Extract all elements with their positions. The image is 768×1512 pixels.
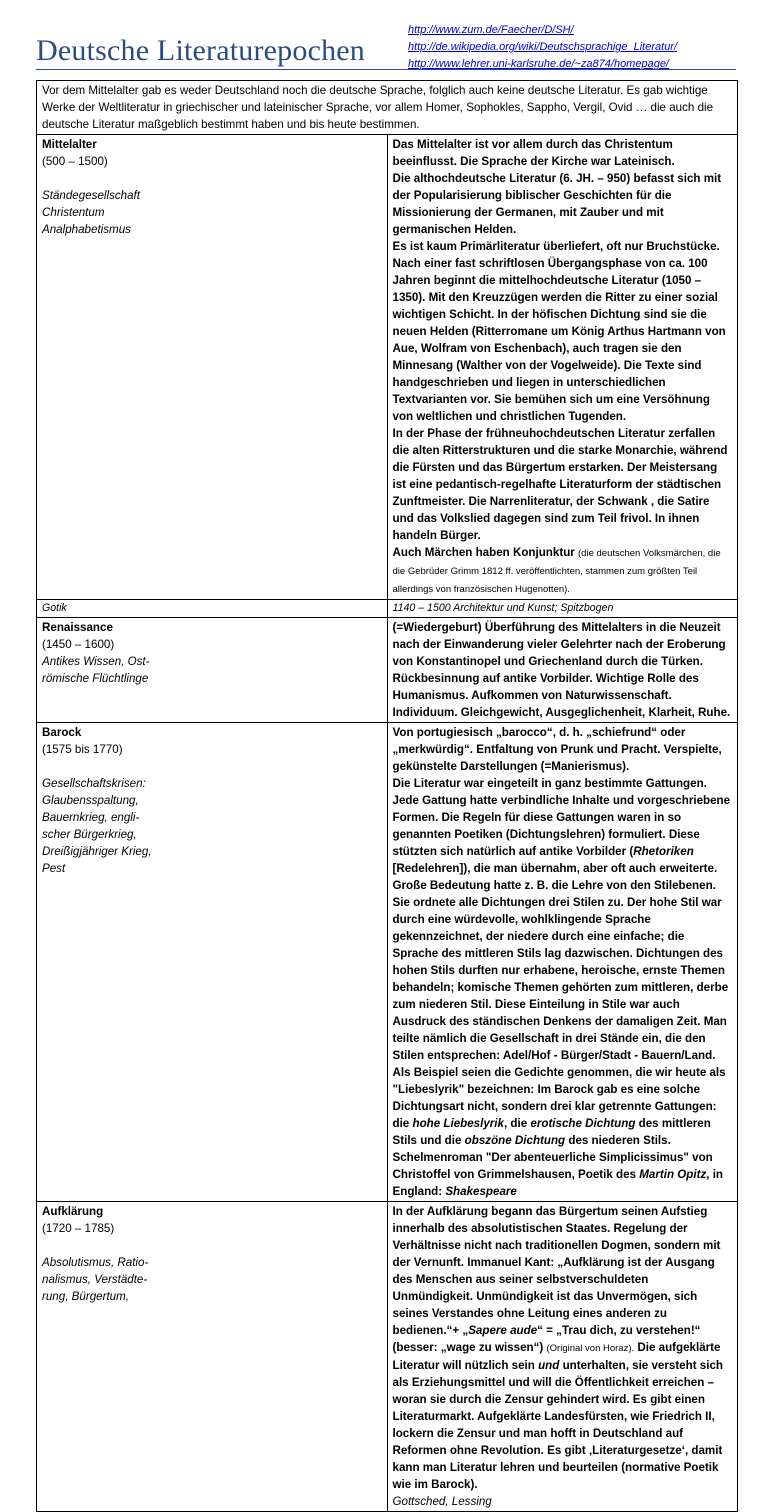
authors: Gottsched, Lessing [392,1495,492,1508]
epoch-label-cell [37,1202,388,1512]
epoch-name: Mittelalter [42,138,97,151]
intro-row [37,81,738,135]
paragraph-text: Die Literatur war eingeteilt in ganz bestimmte Gattungen. Jede Gattung hatte verbindliche Inhalte und vorgeschriebene Formen. Die Regeln für diese Gattungen waren in so genannten Poetiken (Dichtungslehren) formuliert. Diese stützten sich natürlich auf antike Vorbilder ( [392,777,731,858]
paragraph-text: In der Aufklärung begann das Bürgertum seinen Aufstieg innerhalb des absolutistischen Staates. Regelung der Verhältnisse nicht nach traditionellen Dogmen, sondern mit der Vernunft. Immanuel Kant: „Aufklärung ist der Ausgang des Menschen aus seiner selbstverschuldeten Unmündigkeit. Unmündigkeit ist das Unvermögen, sich seines Verstandes ohne Leitung eines anderen zu bedienen.“+ „ [392,1205,721,1337]
epoch-keyword: Ständegesellschaft [42,189,140,202]
epoch-label-cell [37,618,388,723]
paragraph: Von portugiesisch „barocco“, d. h. „schiefrund“ oder „merkwürdig“. Entfaltung von Prunk und Pracht. Verspielte, gekünstelte Darstellungen (=Manierismus). [392,726,722,773]
paragraph [393,1064,733,1149]
paragraph-text: Schelmenroman "Der abenteuerliche Simplicissimus" von Christoffel von Grimmelshausen, Poetik des [392,1151,713,1181]
epoch-row-gotik [37,600,738,618]
epoch-dates: (1720 – 1785) [42,1222,115,1235]
intro-text: Vor dem Mittelalter gab es weder Deutschland noch die deutsche Sprache, folglich auch keine deutsche Literatur. Es gab wichtige Werke der Weltliteratur in griechischer und lateinischer Sprache, vor allem Homer, Sophokles, Sappho, Vergil, Ovid … die auch die deutsche Literatur maßgeblich bestimmt haben und bis heute bestimmen. [37,81,738,135]
paragraph-text: des mittleren Stils und die [392,1117,711,1147]
paragraph: Die althochdeutsche Literatur (6. JH. – 950) befasst sich mit der Popularisierung biblischer Geschichten für die Missionierung der Germanen, mit Zauber und mit germanischen Helden. [392,172,722,236]
paragraph [393,1149,733,1200]
link-wikipedia[interactable]: http://de.wikipedia.org/wiki/Deutschsprachige_Literatur/ [408,41,678,53]
epoch-description [387,135,738,600]
epoch-keyword: Analphabetismus [42,223,131,236]
italic-term: erotische Dichtung [530,1117,636,1130]
epoch-label-cell [37,723,388,1202]
title-rule [36,69,736,70]
epoch-name: Renaissance [42,621,113,634]
link-lehrer[interactable]: http://www.lehrer.uni-karlsruhe.de/~za874/homepage/ [408,58,669,70]
epoch-row-aufklaerung [37,1202,738,1512]
paragraph-text: , die [503,1117,531,1130]
epoch-keyword: rung, Bürgertum, [42,1290,129,1303]
epoch-keyword: scher Bürgerkrieg, [42,828,137,841]
epoch-keyword: Bauernkrieg, engli- [42,811,140,824]
paragraph-text: , in England: [392,1168,723,1198]
epoch-description: 1140 – 1500 Architektur und Kunst; Spitzbogen [387,600,738,618]
page-title: Deutsche Literaturepochen [36,34,366,67]
epoch-row-renaissance [37,618,738,723]
paragraph-text: Als Beispiel seien die Gedichte genommen, die wir heute als "Liebeslyrik" bezeichnen: Im Barock gab es eine solche Dichtungsart nicht, sondern drei klar getrennte Gattungen: die [392,1066,726,1130]
italic-term: Martin Opitz [639,1168,707,1181]
epoch-description [387,723,738,1202]
paragraph-text: des niederen Stils. [565,1134,671,1147]
link-zum[interactable]: http://www.zum.de/Faecher/D/SH/ [408,24,574,36]
epoch-row-barock [37,723,738,1202]
italic-term: Shakespeare [445,1185,517,1198]
epoch-label-cell [37,135,388,600]
epoch-keyword: Antikes Wissen, Ost- [42,655,150,668]
epoch-keyword: Gesellschaftskrisen: [42,777,146,790]
footnote-text: (die deutschen Volksmärchen, die die Gebrüder Grimm 1812 ff. veröffentlichten, stammen zum größten Teil allerdings von französischen Hugenotten). [392,548,721,595]
epoch-keyword: Dreißigjähriger Krieg, [42,845,152,858]
paragraph: Es ist kaum Primärliteratur überliefert, oft nur Bruchstücke. Nach einer fast schriftlosen Übergangsphase von ca. 100 Jahren beginnt die mittelhochdeutsche Literatur (1050 – 1350). Mit den Kreuzzügen werden die Ritter zu einer sozial wichtigen Schicht. In der höfischen Dichtung sind sie die neuen Helden (Ritterromane um König Arthus Hartmann von Aue, Wolfram von Eschenbach), auch tragen sie den Minnesang (Walther von der Vogelweide). Die Texte sind handgeschrieben und liegen in unterschiedlichen Textvarianten vor. Sie bemühen sich um eine Versöhnung von weltlichen und christlichen Tugenden. [392,240,726,423]
epoch-keyword: nalismus, Verstädte- [42,1273,148,1286]
paragraph [393,1203,733,1493]
paragraph-text: Auch Märchen haben Konjunktur [392,546,579,559]
italic-term: hohe Liebeslyrik [412,1117,504,1130]
epoch-description [387,1202,738,1512]
epoch-row-mittelalter [37,135,738,600]
epoch-dates: (1450 – 1600) [42,638,115,651]
paragraph: In der Phase der frühneuhochdeutschen Literatur zerfallen die alten Ritterstrukturen und die starke Monarchie, während die Fürsten und das Bürgertum erstarken. Der Meistersang ist eine pedantisch-regelhafte Literaturform der städtischen Zunftmeister. Die Narrenliteratur, der Schwank , die Satire und das Volkslied dagegen sind zum Teil frivol. In ihnen handeln Bürger. [392,427,728,542]
epoch-keyword: Absolutismus, Ratio- [42,1256,149,1269]
paragraph [393,544,733,598]
paragraph: Das Mittelalter ist vor allem durch das Christentum beeinflusst. Die Sprache der Kirche war Lateinisch. [392,138,675,168]
epoch-name: Gotik [37,600,388,618]
epoch-keyword: Christentum [42,206,105,219]
epoch-keyword: Glaubensspaltung, [42,794,139,807]
italic-term: Sapere aude [468,1324,538,1337]
paragraph-text: “ = „Trau dich, zu verstehen!“ (besser: „wage zu wissen“) [392,1324,701,1354]
paragraph-text: [Redelehren]), die man übernahm, aber oft auch erweiterte. Große Bedeutung hatte z. B. die Lehre von den Stilebenen. Sie ordnete alle Dichtungen drei Stilen zu. Der hohe Stil war durch eine würdevolle, wohlklingende Sprache gekennzeichnet, der niedere durch eine einfache; die Sprache des mittleren Stils lag dazwischen. Dichtungen des hohen Stils durften nur erhabene, heroische, ernste Themen behandeln; komische Themen gehörten zum mittleren, derbe zum niederen Stil. Diese Einteilung in Stile war auch Ausdruck des ständischen Denkens der damaligen Zeit. Man teilte nämlich die Gesellschaft in drei Stände ein, die den Stilen entsprechen: Adel/Hof - Bürger/Stadt - Bauern/Land. [392,862,729,1062]
epoch-dates: (1575 bis 1770) [42,743,123,756]
italic-term: und [538,1359,560,1372]
italic-term: Rhetoriken [633,845,694,858]
paragraph [393,775,733,1064]
footnote-text: (Original von Horaz). [546,1343,635,1354]
epoch-dates: (500 – 1500) [42,155,108,168]
epoch-name: Aufklärung [42,1205,104,1218]
epoch-description: (=Wiedergeburt) Überführung des Mittelalters in die Neuzeit nach der Einwanderung vieler Gelehrter nach der Eroberung von Konstantinopel und Griechenland durch die Türken. Rückbesinnung auf antike Vorbilder. Wichtige Rolle des Humanismus. Aufkommen von Naturwissenschaft. Individuum. Gleichgewicht, Ausgeglichenheit, Klarheit, Ruhe. [387,618,738,723]
italic-term: obszöne Dichtung [464,1134,566,1147]
header [36,22,736,72]
epoch-name: Barock [42,726,82,739]
link-list [408,22,677,73]
epoch-keyword: Pest [42,862,66,875]
epochs-table [36,80,738,1512]
paragraph-text: Die aufgeklärte Literatur will nützlich sein [392,1341,721,1372]
epoch-keyword: römische Flüchtlinge [42,672,149,685]
paragraph-text: unterhalten, sie versteht sich als Erziehungsmittel und will die Öffentlichkeit erreichen – woran sie durch die Zensur gehindert wird. Es gibt einen Literaturmarkt. Aufgeklärte Landesfürsten, wie Friedrich II, lockern die Zensur und man hofft in Deutschland auf Reformen ohne Revolution. Es gibt ‚Literaturgesetze‘, damit kann man Literatur lehren und beurteilen (normative Poetik wie im Barock). [392,1359,723,1491]
